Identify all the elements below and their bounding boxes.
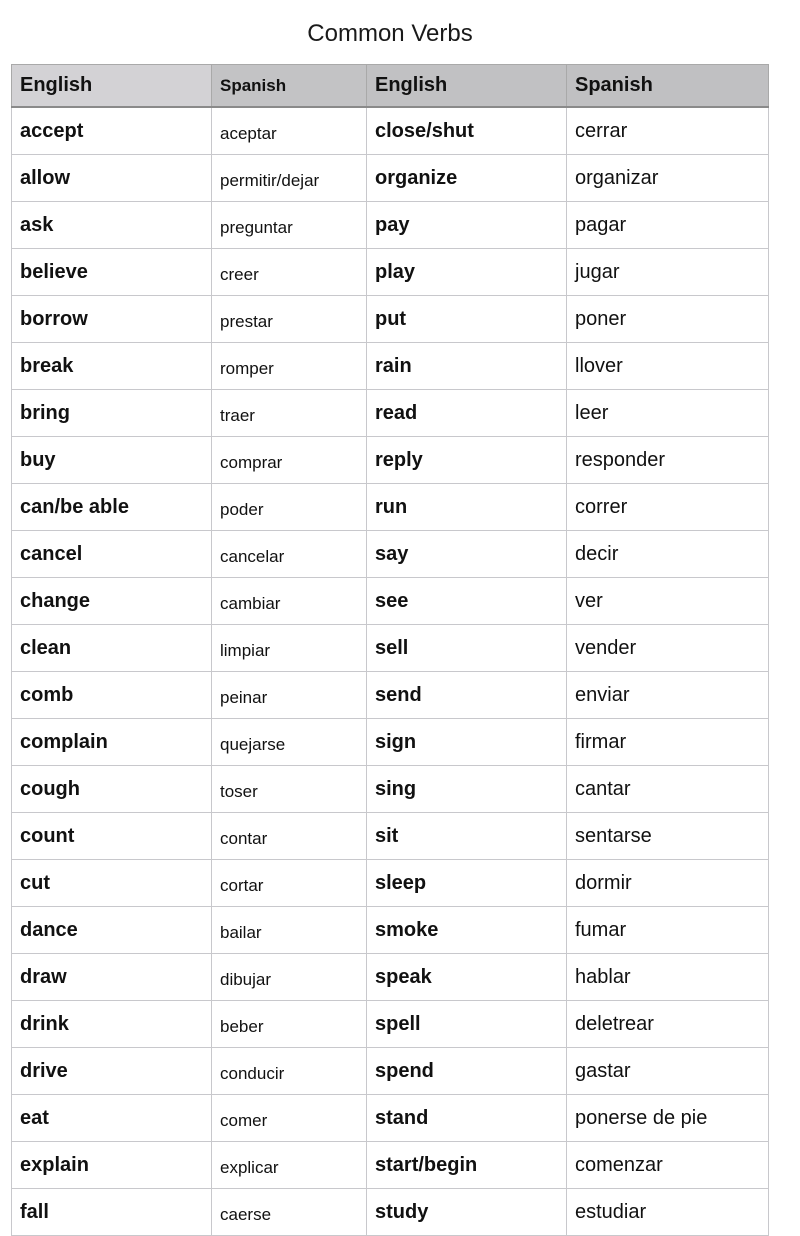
spanish-verb: poner (567, 296, 769, 343)
spanish-verb: vender (567, 625, 769, 672)
spanish-verb: romper (212, 343, 367, 390)
english-verb: bring (12, 390, 212, 437)
english-verb: explain (12, 1142, 212, 1189)
spanish-verb: creer (212, 249, 367, 296)
spanish-verb: aceptar (212, 107, 367, 155)
english-verb: spell (367, 1001, 567, 1048)
spanish-verb: comprar (212, 437, 367, 484)
spanish-verb: explicar (212, 1142, 367, 1189)
spanish-verb: ver (567, 578, 769, 625)
english-verb: close/shut (367, 107, 567, 155)
english-verb: speak (367, 954, 567, 1001)
table-row (12, 296, 769, 343)
table-row (12, 437, 769, 484)
english-verb: cough (12, 766, 212, 813)
english-verb: see (367, 578, 567, 625)
table-row (12, 343, 769, 390)
table-row (12, 860, 769, 907)
english-verb: count (12, 813, 212, 860)
english-verb: sign (367, 719, 567, 766)
spanish-verb: comenzar (567, 1142, 769, 1189)
english-verb: sing (367, 766, 567, 813)
spanish-verb: caerse (212, 1189, 367, 1236)
table-row (12, 1189, 769, 1236)
table-row (12, 719, 769, 766)
table-row (12, 390, 769, 437)
spanish-verb: cancelar (212, 531, 367, 578)
table-row (12, 202, 769, 249)
english-verb: draw (12, 954, 212, 1001)
spanish-verb: correr (567, 484, 769, 531)
spanish-verb: ponerse de pie (567, 1095, 769, 1142)
table-row (12, 672, 769, 719)
english-verb: break (12, 343, 212, 390)
spanish-verb: comer (212, 1095, 367, 1142)
spanish-verb: cambiar (212, 578, 367, 625)
table-row (12, 249, 769, 296)
english-verb: complain (12, 719, 212, 766)
page-title: Common Verbs (307, 20, 473, 47)
spanish-verb: poder (212, 484, 367, 531)
spanish-verb: traer (212, 390, 367, 437)
spanish-verb: beber (212, 1001, 367, 1048)
table-row (12, 155, 769, 202)
table-row (12, 484, 769, 531)
spanish-verb: gastar (567, 1048, 769, 1095)
english-verb: clean (12, 625, 212, 672)
table-row (12, 954, 769, 1001)
english-verb: eat (12, 1095, 212, 1142)
english-verb: stand (367, 1095, 567, 1142)
table-row (12, 1048, 769, 1095)
english-verb: play (367, 249, 567, 296)
english-verb: can/be able (12, 484, 212, 531)
spanish-verb: conducir (212, 1048, 367, 1095)
header-row (12, 65, 769, 108)
english-verb: dance (12, 907, 212, 954)
table-row (12, 578, 769, 625)
spanish-verb: enviar (567, 672, 769, 719)
spanish-verb: estudiar (567, 1189, 769, 1236)
english-verb: send (367, 672, 567, 719)
table-row (12, 531, 769, 578)
spanish-verb: firmar (567, 719, 769, 766)
english-verb: believe (12, 249, 212, 296)
english-verb: cut (12, 860, 212, 907)
spanish-verb: contar (212, 813, 367, 860)
table-row (12, 1095, 769, 1142)
english-verb: smoke (367, 907, 567, 954)
english-verb: study (367, 1189, 567, 1236)
english-verb: read (367, 390, 567, 437)
spanish-verb: bailar (212, 907, 367, 954)
spanish-verb: llover (567, 343, 769, 390)
english-verb: fall (12, 1189, 212, 1236)
spanish-verb: hablar (567, 954, 769, 1001)
spanish-verb: cortar (212, 860, 367, 907)
english-verb: buy (12, 437, 212, 484)
header-spanish-1: Spanish (212, 65, 367, 108)
spanish-verb: jugar (567, 249, 769, 296)
spanish-verb: dormir (567, 860, 769, 907)
spanish-verb: toser (212, 766, 367, 813)
english-verb: change (12, 578, 212, 625)
spanish-verb: peinar (212, 672, 367, 719)
english-verb: start/begin (367, 1142, 567, 1189)
spanish-verb: dibujar (212, 954, 367, 1001)
verbs-table (11, 64, 769, 1236)
english-verb: accept (12, 107, 212, 155)
spanish-verb: cantar (567, 766, 769, 813)
english-verb: sleep (367, 860, 567, 907)
spanish-verb: cerrar (567, 107, 769, 155)
table-row (12, 813, 769, 860)
spanish-verb: organizar (567, 155, 769, 202)
table-row (12, 1142, 769, 1189)
english-verb: ask (12, 202, 212, 249)
english-verb: borrow (12, 296, 212, 343)
english-verb: reply (367, 437, 567, 484)
spanish-verb: prestar (212, 296, 367, 343)
english-verb: allow (12, 155, 212, 202)
english-verb: spend (367, 1048, 567, 1095)
english-verb: comb (12, 672, 212, 719)
spanish-verb: leer (567, 390, 769, 437)
table-row (12, 907, 769, 954)
spanish-verb: deletrear (567, 1001, 769, 1048)
table-row (12, 766, 769, 813)
english-verb: drink (12, 1001, 212, 1048)
english-verb: sit (367, 813, 567, 860)
english-verb: drive (12, 1048, 212, 1095)
spanish-verb: pagar (567, 202, 769, 249)
table-row (12, 107, 769, 155)
english-verb: pay (367, 202, 567, 249)
spanish-verb: fumar (567, 907, 769, 954)
english-verb: cancel (12, 531, 212, 578)
spanish-verb: decir (567, 531, 769, 578)
english-verb: run (367, 484, 567, 531)
english-verb: organize (367, 155, 567, 202)
header-spanish-2: Spanish (567, 65, 769, 108)
spanish-verb: responder (567, 437, 769, 484)
spanish-verb: permitir/dejar (212, 155, 367, 202)
english-verb: say (367, 531, 567, 578)
english-verb: rain (367, 343, 567, 390)
header-english-2: English (367, 65, 567, 108)
spanish-verb: quejarse (212, 719, 367, 766)
english-verb: put (367, 296, 567, 343)
spanish-verb: preguntar (212, 202, 367, 249)
spanish-verb: limpiar (212, 625, 367, 672)
header-english-1: English (12, 65, 212, 108)
table-row (12, 1001, 769, 1048)
table-row (12, 625, 769, 672)
spanish-verb: sentarse (567, 813, 769, 860)
english-verb: sell (367, 625, 567, 672)
